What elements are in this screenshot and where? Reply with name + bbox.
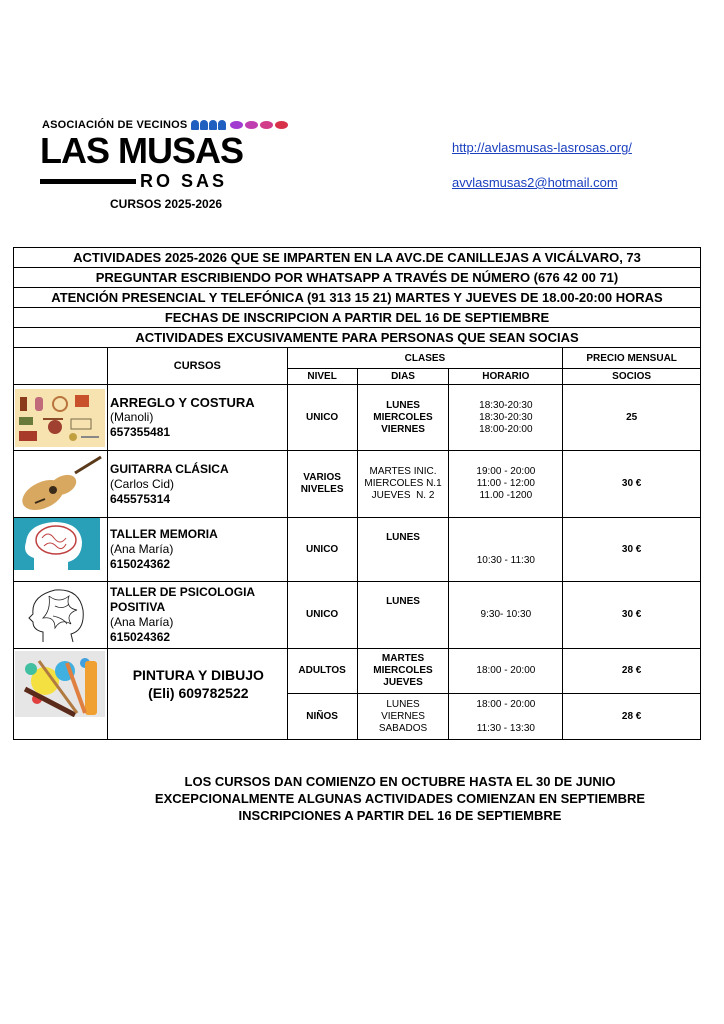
precio-cell: 28 € bbox=[563, 694, 701, 740]
precio-cell: 30 € bbox=[563, 451, 701, 518]
header-horario: HORARIO bbox=[449, 369, 563, 385]
dia: JUEVES bbox=[383, 677, 423, 688]
course-title: ARREGLO Y COSTURA bbox=[109, 395, 255, 410]
dia: LUNES bbox=[386, 698, 420, 710]
footer-notes bbox=[120, 773, 680, 824]
table-row bbox=[14, 649, 701, 694]
header-empty bbox=[14, 348, 108, 385]
dias-cell bbox=[357, 518, 449, 582]
horario: 18:00 - 20:00 bbox=[476, 698, 536, 710]
nivel: VARIOS bbox=[303, 472, 341, 483]
info-row-inscription: FECHAS DE INSCRIPCION A PARTIR DEL 16 DE SEPTIEMBRE bbox=[14, 308, 701, 328]
precio-cell: 25 bbox=[563, 385, 701, 451]
nivel-cell: ADULTOS bbox=[287, 649, 357, 694]
logo-lower-row bbox=[40, 171, 227, 191]
horario-cell bbox=[449, 385, 563, 451]
nivel-cell: UNICO bbox=[287, 582, 357, 649]
table-row bbox=[14, 385, 701, 451]
horario: 19:00 - 20:00 bbox=[476, 466, 536, 477]
sewing-icon bbox=[14, 385, 108, 451]
horario: 11:00 - 12:00 bbox=[476, 478, 535, 489]
association-logo bbox=[40, 118, 300, 194]
dias-cell bbox=[357, 451, 449, 518]
people-icon bbox=[191, 120, 226, 130]
footer-line: EXCEPCIONALMENTE ALGUNAS ACTIVIDADES COMIENZAN EN SEPTIEMBRE bbox=[154, 791, 646, 806]
course-title: PINTURA Y DIBUJO bbox=[132, 667, 264, 683]
course-teacher: (Ana María) bbox=[109, 615, 174, 629]
course-teacher: (Carlos Cid) bbox=[109, 476, 174, 491]
email-link[interactable]: avvlasmusas2@hotmail.com bbox=[452, 175, 618, 190]
header-clases: CLASES bbox=[287, 348, 563, 369]
logo-bar bbox=[40, 179, 136, 184]
horario: 18:30-20:30 bbox=[479, 399, 533, 411]
course-title: GUITARRA CLÁSICA bbox=[109, 461, 229, 476]
dia: MARTES INIC. bbox=[369, 466, 437, 477]
dia: MIERCOLES bbox=[373, 665, 433, 676]
website-link[interactable]: http://avlasmusas-lasrosas.org/ bbox=[452, 140, 632, 155]
dia: SABADOS bbox=[378, 722, 428, 734]
precio-cell: 30 € bbox=[563, 518, 701, 582]
course-arreglo-costura bbox=[107, 385, 287, 451]
horario-cell bbox=[449, 649, 563, 694]
horario: 18:30-20:30 bbox=[479, 411, 533, 423]
dias-cell bbox=[357, 582, 449, 649]
header-nivel: NIVEL bbox=[287, 369, 357, 385]
header-cursos: CURSOS bbox=[107, 348, 287, 385]
horario: 18:00 - 20:00 bbox=[476, 665, 536, 676]
dia: LUNES bbox=[386, 399, 420, 411]
course-title: TALLER DE PSICOLOGIA bbox=[109, 585, 256, 599]
dia: MIERCOLES N.1 bbox=[364, 478, 442, 489]
course-phone: 615024362 bbox=[109, 557, 171, 571]
logo-las-musas: LAS MUSAS bbox=[40, 130, 244, 171]
course-pintura bbox=[107, 649, 287, 740]
info-row-whatsapp: PREGUNTAR ESCRIBIENDO POR WHATSAPP A TRAVÉS DE NÚMERO (676 42 00 71) bbox=[14, 268, 701, 288]
dia: LUNES bbox=[386, 596, 420, 607]
horario-cell bbox=[449, 694, 563, 740]
table-row bbox=[14, 518, 701, 582]
header-socios: SOCIOS bbox=[563, 369, 701, 385]
course-teacher: (Manoli) bbox=[109, 410, 154, 424]
horario: 9:30- 10:30 bbox=[480, 609, 532, 620]
logo-rosas: RO SAS bbox=[140, 171, 228, 191]
nivel-cell bbox=[287, 451, 357, 518]
footer-line: INSCRIPCIONES A PARTIR DEL 16 DE SEPTIEMBRE bbox=[238, 808, 562, 823]
course-teacher-phone: (Eli) 609782522 bbox=[148, 685, 249, 701]
dias-cell bbox=[357, 649, 449, 694]
nivel-cell: NIÑOS bbox=[287, 694, 357, 740]
info-row-members: ACTIVIDADES EXCUSIVAMENTE PARA PERSONAS QUE SEAN SOCIAS bbox=[14, 328, 701, 348]
brain-icon bbox=[14, 518, 108, 582]
dias-cell bbox=[357, 694, 449, 740]
dia: JUEVES N. 2 bbox=[371, 490, 435, 501]
info-row-attention: ATENCIÓN PRESENCIAL Y TELEFÓNICA (91 313 15 21) MARTES Y JUEVES DE 18.00-20:00 HORAS bbox=[14, 288, 701, 308]
course-title-line2: POSITIVA bbox=[109, 600, 166, 614]
course-title: TALLER MEMORIA bbox=[109, 527, 218, 541]
course-guitarra bbox=[107, 451, 287, 518]
precio-cell: 28 € bbox=[563, 649, 701, 694]
paintbrush-icon bbox=[14, 649, 108, 740]
nivel: NIVELES bbox=[300, 484, 344, 495]
horario-cell bbox=[449, 582, 563, 649]
dia: MIERCOLES bbox=[373, 411, 433, 423]
header-precio: PRECIO MENSUAL bbox=[563, 348, 701, 369]
horario-cell bbox=[449, 518, 563, 582]
dia: MARTES bbox=[381, 653, 425, 664]
dia: LUNES bbox=[386, 532, 420, 543]
guitar-icon bbox=[14, 451, 108, 518]
roses-icon bbox=[230, 121, 288, 129]
contact-links bbox=[452, 140, 632, 191]
dia: VIERNES bbox=[381, 710, 425, 722]
horario-cell bbox=[449, 451, 563, 518]
course-psicologia bbox=[107, 582, 287, 649]
dia: VIERNES bbox=[381, 423, 425, 435]
precio-cell: 30 € bbox=[563, 582, 701, 649]
table-row bbox=[14, 451, 701, 518]
course-phone: 615024362 bbox=[109, 630, 171, 644]
courses-year-title: CURSOS 2025-2026 bbox=[110, 197, 223, 211]
footer-line: LOS CURSOS DAN COMIENZO EN OCTUBRE HASTA EL 30 DE JUNIO bbox=[184, 774, 616, 789]
table-row bbox=[14, 582, 701, 649]
header-dias: DIAS bbox=[357, 369, 449, 385]
course-phone: 645575314 bbox=[109, 491, 171, 506]
logo-association-text: ASOCIACIÓN DE VECINOS bbox=[42, 119, 188, 131]
course-teacher: (Ana María) bbox=[109, 542, 174, 556]
nivel-cell: UNICO bbox=[287, 385, 357, 451]
course-memoria bbox=[107, 518, 287, 582]
dias-cell bbox=[357, 385, 449, 451]
horario: 10:30 - 11:30 bbox=[476, 555, 535, 566]
course-phone: 657355481 bbox=[109, 425, 171, 439]
info-row-location: ACTIVIDADES 2025-2026 QUE SE IMPARTEN EN LA AVC.DE CANILLEJAS A VICÁLVARO, 73 bbox=[14, 248, 701, 268]
horario: 18:00-20:00 bbox=[479, 423, 533, 435]
courses-table bbox=[13, 247, 701, 740]
horario: 11:30 - 13:30 bbox=[476, 722, 535, 734]
head-sketch-icon bbox=[14, 582, 108, 649]
nivel-cell: UNICO bbox=[287, 518, 357, 582]
horario: 11.00 -1200 bbox=[479, 490, 533, 501]
